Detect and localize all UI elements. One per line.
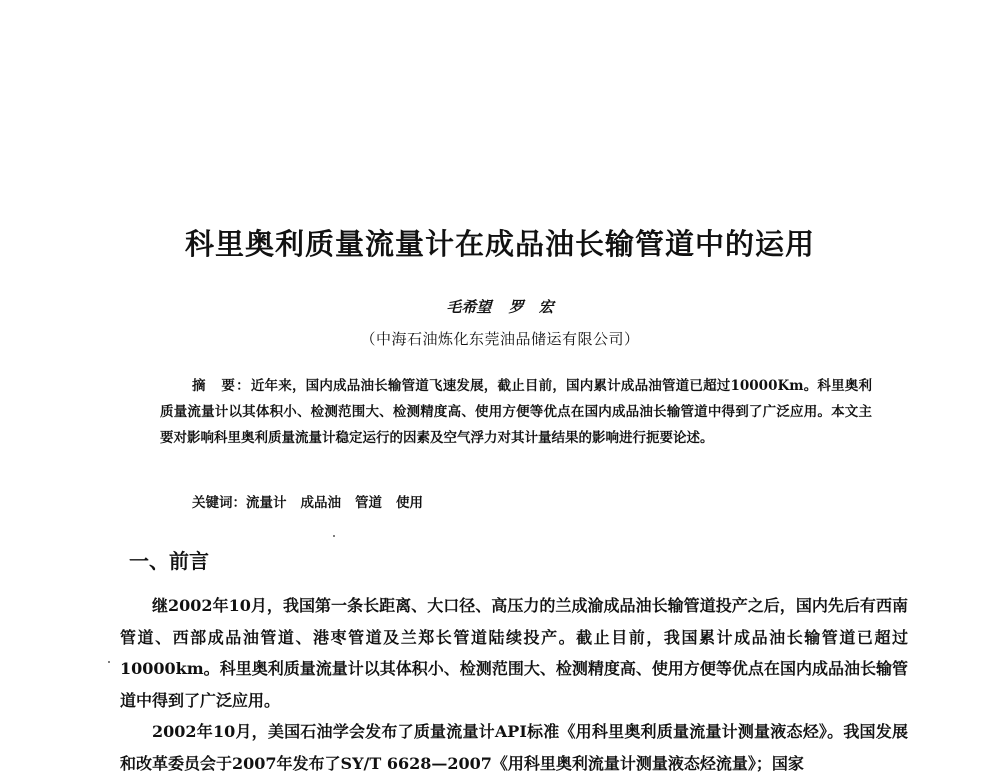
scan-speck — [333, 535, 335, 537]
keyword: 流量计 — [246, 495, 287, 511]
abstract-text: 近年来，国内成品油长输管道飞速发展，截止目前，国内累计成品油管道已超过10000Km。科里奥利质量流量计以其体积小、检测范围大、检测精度高、使用方便等优点在国内成品油长输管道中得到了广泛应用。本文主要对影响科里奥利质量流量计稳定运行的因素及空气浮力对其计量结果的影响进行扼要论述。 — [160, 378, 873, 446]
abstract-label: 摘 要： — [192, 378, 251, 394]
section-heading: 一、前言 — [129, 549, 209, 573]
keyword: 使用 — [396, 495, 423, 511]
author-line — [0, 296, 1000, 317]
author-name: 罗 宏 — [508, 298, 554, 316]
scan-speck — [108, 661, 110, 663]
paragraph: 继2002年10月，我国第一条长距离、大口径、高压力的兰成渝成品油长输管道投产之后，国内先后有西南管道、西部成品油管道、港枣管道及兰郑长管道陆续投产。截止目前，我国累计成品油长输管道已超过10000km。科里奥利质量流量计以其体积小、检测范围大、检测精度高、使用方便等优点在国内成品油长输管道中得到了广泛应用。 — [120, 596, 908, 710]
keywords-label: 关键词： — [192, 495, 246, 511]
keywords — [192, 491, 437, 511]
body-text — [120, 590, 908, 779]
paragraph: 2002年10月，美国石油学会发布了质量流量计API标准《用科里奥利质量流量计测量液态烃》。我国发展和改革委员会于2007年发布了SY/T 6628—2007《用科里奥利流量计测量液态烃流量》；国家 — [120, 722, 908, 773]
abstract — [160, 373, 872, 451]
affiliation: （中海石油炼化东莞油品储运有限公司） — [360, 330, 640, 348]
author-name: 毛希望 — [446, 298, 492, 316]
keyword: 管道 — [355, 495, 382, 511]
keyword: 成品油 — [300, 495, 341, 511]
paper-title: 科里奥利质量流量计在成品油长输管道中的运用 — [184, 227, 815, 261]
